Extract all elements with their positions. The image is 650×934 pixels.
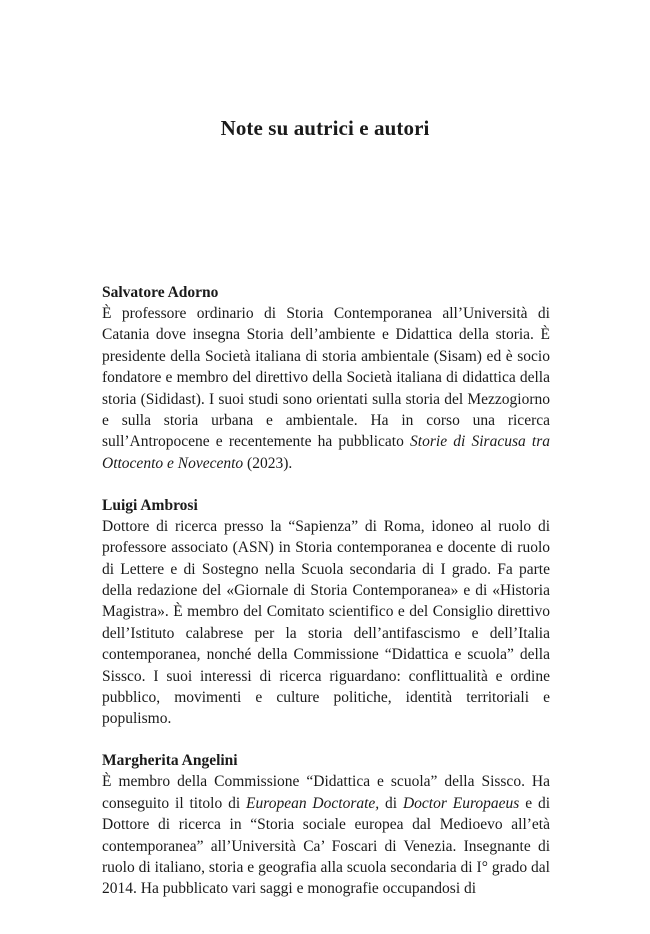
author-notes-list <box>102 283 550 921</box>
author-bio <box>102 303 550 474</box>
bio-title: European Doctorate, <box>246 794 380 812</box>
author-name: Salvatore Adorno <box>102 284 219 301</box>
author-entry <box>102 751 550 899</box>
bio-text: Dottore di ricerca presso la “Sapienza” di Roma, idoneo al ruolo di professore associato (ASN) in Storia contemporanea e docente di ruolo di Lettere e di Sostegno nella Scuola secondaria di I grado. Fa parte della redazione del «Giornale di Storia Contemporanea» e di «Historia Magistra». È membro del Comitato scientifico e del Consiglio direttivo dell’Istituto calabrese per la storia dell’antifascismo e dell’Italia contemporanea, nonché della Commissione “Didattica e scuola” della Sissco. I suoi interessi di ricerca riguardano: conflittualità e ordine pubblico, movimenti e culture politiche, identità territoriali e populismo. <box>102 517 550 728</box>
author-entry <box>102 496 550 730</box>
author-entry <box>102 283 550 474</box>
bio-text: È professore ordinario di Storia Contemporanea all’Università di Catania dove insegna Storia dell’ambiente e Didattica della storia. È presidente della Società italiana di storia ambientale (Sisam) ed è socio fondatore e membro del direttivo della Società italiana di didattica della storia (Sididast). I suoi studi sono orientati sulla storia del Mezzogiorno e sulla storia urbana e ambientale. Ha in corso una ricerca sull’Antropocene e recentemente ha pubblicato <box>102 305 550 451</box>
author-bio <box>102 516 550 730</box>
bio-book-title: Storie di Siracusa tra Ottocento e Novecento <box>102 433 550 472</box>
author-name: Luigi Ambrosi <box>102 496 198 514</box>
bio-text: È membro della Commissione “Didattica e scuola” della Sissco. Ha conseguito il titolo di <box>102 773 550 812</box>
bio-text: e di Dottore di ricerca in “Storia sociale europea dal Medioevo all’età contemporanea” all’Università Ca’ Foscari di Venezia. Insegnante di ruolo di italiano, storia e geografia alla scuola secondaria di I° grado dal 2014. Ha pubblicato vari saggi e monografie occupandosi di <box>102 794 551 898</box>
bio-text: di <box>379 794 403 812</box>
bio-text: (2023). <box>243 454 293 472</box>
bio-title: Doctor Europaeus <box>402 794 520 812</box>
page-title: Note su autrici e autori <box>220 116 430 140</box>
author-name: Margherita Angelini <box>102 752 238 770</box>
author-bio <box>102 771 550 899</box>
